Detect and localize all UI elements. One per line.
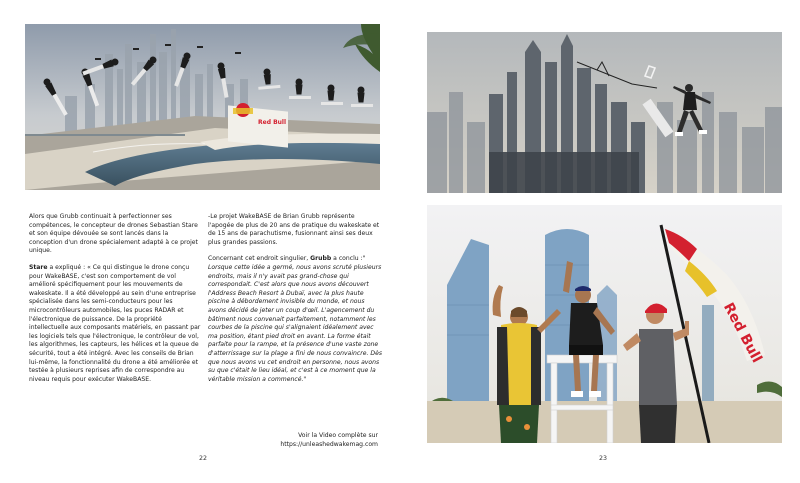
- svg-text:Red Bull: Red Bull: [719, 300, 765, 366]
- grubb-intro-text: Concernant cet endroit singulier,: [208, 255, 311, 263]
- article-column-2: [208, 213, 382, 392]
- stare-quote: a expliqué : « Ce qui distingue le drone conçu pour WakeBASE, c'est son comportement de vol amélioré spécifiquement pour les mouvements de wakeskate. Il a été développé au sein d'une entreprise spécialisée dans les semi-conducteurs pour les microcontrôleurs automobiles, les puces RADAR et l'électronique de puissance. De la propriété intellectuelle aux composants matériels, en passant par les logiciels tels que l'électronique, le contrôleur de vol, les algorithmes, les capteurs, les hélices et la queue de sécurité, tout a été intégré. Avec les conseils de Brian lui-même, la fonctionnalité du drone a été améliorée et testée à plusieurs reprises afin de correspondre au niveau requis pour exécuter WakeBASE.: [29, 263, 201, 383]
- speaker-name-stare: Stare: [29, 263, 48, 271]
- right-page: [400, 0, 800, 483]
- column1-paragraph-1: Alors que Grubb continuait à perfectionner ses compétences, le concepteur de drones Sebastian Stare et son équipe dévouée se sont lancés dans la conception d'un drone spécialement adapté à ce projet unique.: [29, 213, 198, 255]
- page-number-right: 23: [599, 455, 608, 462]
- column2-paragraph-1: -Le projet WakeBASE de Brian Grubb représente l'apogée de plus de 20 ans de pratique du wakeskate et de 15 ans de parachutisme, fusionnant ainsi ses deux plus grandes passions.: [208, 213, 380, 246]
- grubb-quote: Lorsque cette idée a germé, nous avons scruté plusieurs endroits, mais il n'y avait pas grand-chose qui correspondait. C'est alors que nous avons découvert l'Address Beach Resort à Dubaï, avec la plus haute piscine à débordement invisible du monde, et nous avons décidé de jeter un coup d'œil. L'agencement du bâtiment nous convenait parfaitement, notamment les courbes de la piscine qui s'alignaient idéalement avec ma position, étant pied droit en avant. La forme était parfaite pour la rampe, et la présence d'une vaste zone d'atterrissage sur la plage a fini de nous convaincre. Dès que nous avons vu cet endroit en personne, nous avons su que c'était le lieu idéal, et c'est à ce moment que la véritable mission a commencé.": [208, 263, 382, 383]
- wakeskater-skyline-photo: [427, 32, 782, 193]
- wakeboard-sequence-photo: [25, 24, 380, 190]
- celebration-illustration: [427, 205, 782, 443]
- skyline-illustration: [427, 32, 782, 193]
- column1-paragraph-2: [29, 264, 201, 384]
- wakeboard-sequence-illustration: [25, 24, 380, 190]
- video-link-block[interactable]: [258, 432, 378, 449]
- video-link-label: Voir la Video complète sur: [298, 432, 378, 439]
- page-number-left: 22: [199, 455, 208, 462]
- grubb-intro-suffix: a conclu :": [331, 255, 366, 263]
- video-link-url[interactable]: https://unleashedwakemag.com: [280, 440, 378, 448]
- column2-paragraph-2: [208, 255, 382, 384]
- three-riders-celebrating-photo: [427, 205, 782, 443]
- speaker-name-grubb: Grubb: [310, 255, 332, 263]
- article-column-1: [29, 213, 201, 392]
- svg-text:Red Bull: Red Bull: [258, 119, 287, 126]
